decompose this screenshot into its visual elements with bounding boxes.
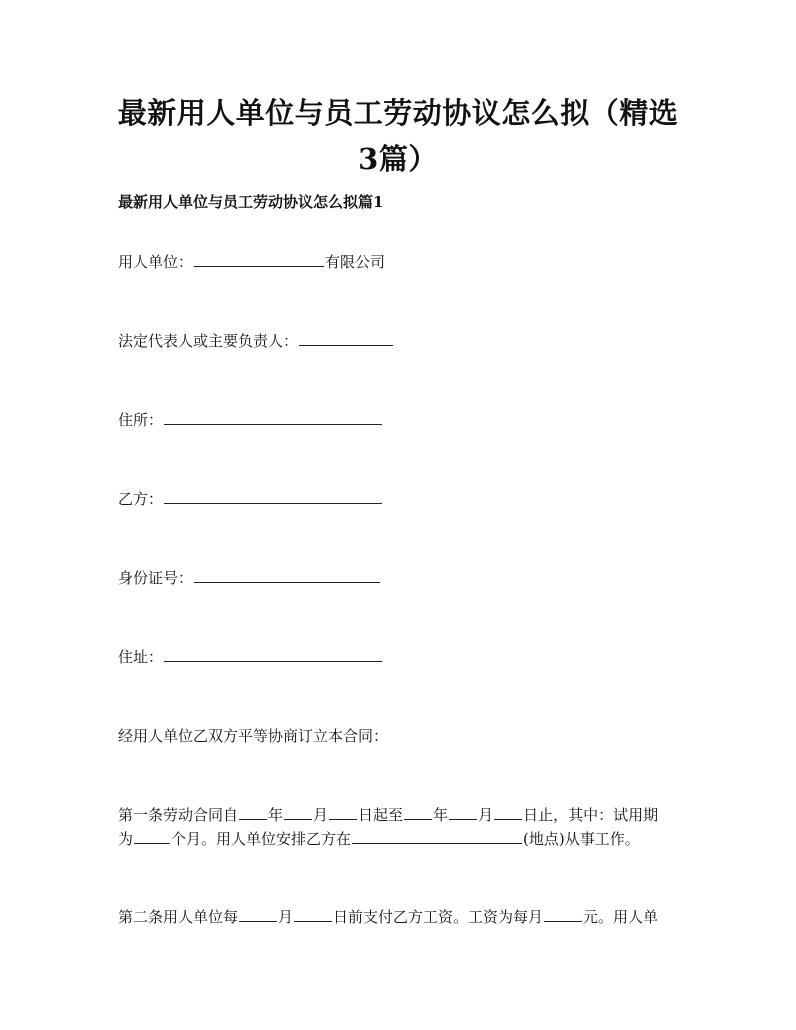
article-2-month: 月 (278, 908, 294, 926)
section-heading: 最新用人单位与员工劳动协议怎么拟篇1 (118, 193, 384, 211)
article-1-line-1 (118, 803, 658, 827)
blank-salary-amount (544, 905, 582, 922)
document-title-line-1: 最新用人单位与员工劳动协议怎么拟（精选 (117, 96, 679, 130)
employer-blank (194, 250, 324, 267)
residence-line (118, 408, 383, 432)
article-1-month-1: 月 (313, 806, 329, 824)
blank-end-year (404, 803, 432, 820)
blank-start-day (329, 803, 357, 820)
blank-start-month (284, 803, 312, 820)
address-label: 住址： (118, 648, 164, 666)
article-1-year-1: 年 (268, 806, 284, 824)
employer-line (118, 250, 385, 274)
employer-suffix: 有限公司 (325, 253, 386, 271)
article-1-text-start: 第一条劳动合同自 (118, 806, 239, 824)
article-1-months: 个月。用人单位安排乙方在 (171, 830, 352, 848)
legal-rep-blank (299, 329, 393, 346)
id-number-blank (194, 566, 380, 583)
id-number-label: 身份证号： (118, 569, 194, 587)
article-1-place: (地点)从事工作。 (523, 830, 640, 848)
article-2-line-1 (118, 905, 658, 929)
blank-work-location (352, 827, 522, 844)
residence-label: 住所： (118, 411, 164, 429)
address-blank (164, 645, 382, 662)
blank-probation-months (134, 827, 170, 844)
article-1-day-from: 日起至 (358, 806, 404, 824)
blank-end-day (494, 803, 522, 820)
article-1-line-2 (118, 827, 640, 851)
party-b-blank (164, 487, 382, 504)
address-line (118, 645, 383, 669)
id-number-line (118, 566, 381, 590)
blank-end-month (449, 803, 477, 820)
blank-pay-day (294, 905, 332, 922)
party-b-line (118, 487, 383, 511)
blank-pay-month (239, 905, 277, 922)
document-title-line-2: 3篇） (358, 142, 438, 176)
article-1-text-wei: 为 (118, 830, 134, 848)
employer-label: 用人单位： (118, 253, 194, 271)
article-1-year-2: 年 (433, 806, 449, 824)
article-1-day-to: 日止，其中：试用期 (523, 806, 659, 824)
residence-blank (164, 408, 382, 425)
article-2-text-start: 第二条用人单位每 (118, 908, 239, 926)
article-2-day: 日前支付乙方工资。工资为每月 (333, 908, 544, 926)
legal-rep-line (118, 329, 394, 353)
party-b-label: 乙方： (118, 490, 164, 508)
intro-paragraph: 经用人单位乙双方平等协商订立本合同： (118, 727, 389, 745)
article-2-yuan: 元。用人单 (583, 908, 659, 926)
legal-rep-label: 法定代表人或主要负责人： (118, 332, 299, 350)
article-1-month-2: 月 (478, 806, 494, 824)
blank-start-year (239, 803, 267, 820)
